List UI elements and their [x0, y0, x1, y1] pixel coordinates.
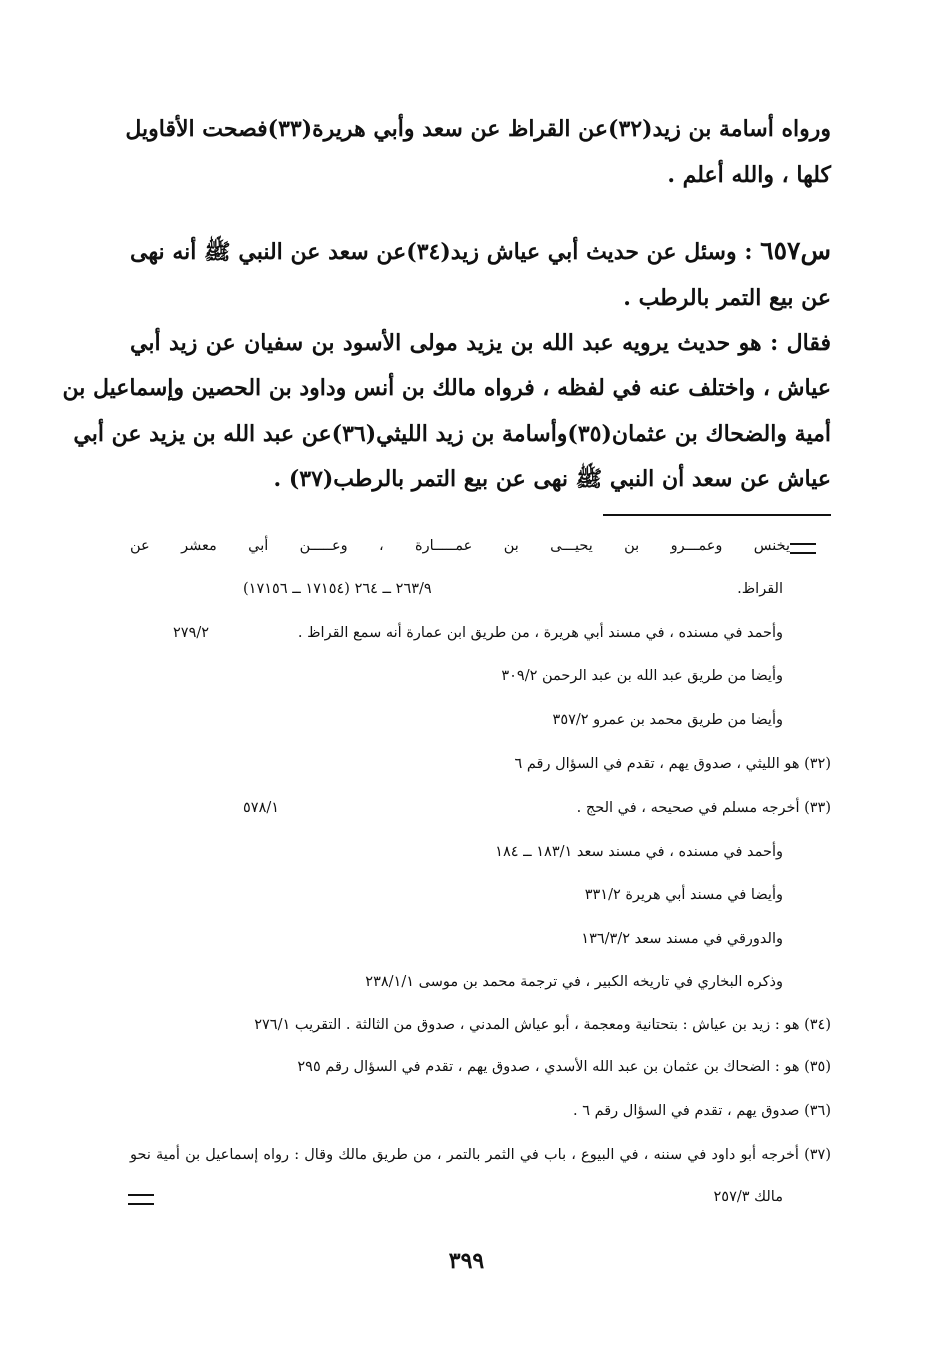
footnote-34: (٣٤) هو : زيد بن عياش : بتحتانية ومعجمة ، أبو عياش المدني ، صدوق من الثالثة . التقريب ٢٧٦/١ — [254, 1017, 831, 1033]
answer-line-1: فقال : هو حديث يرويه عبد الله بن يزيد مولى الأسود بن سفيان عن زيد أبي — [130, 330, 831, 356]
question-number: س٦٥٧ — [760, 236, 831, 265]
footnote-continued-line-3-ref: ٢٧٩/٢ — [173, 625, 210, 641]
footnote-continued-line-5: وأيضا من طريق محمد بن عمرو ٣٥٧/٢ — [552, 712, 783, 728]
footnote-33-line-1: (٣٣) أخرجه مسلم في صحيحه ، في الحج . — [576, 800, 831, 816]
footnote-35: (٣٥) هو : الضحاك بن عثمان بن عبد الله الأسدي ، صدوق يهم ، تقدم في السؤال رقم ٢٩٥ — [297, 1059, 831, 1075]
footnote-32: (٣٢) هو الليثي ، صدوق يهم ، تقدم في السؤال رقم ٦ — [514, 756, 831, 772]
footnote-continued-ref: ٢٦٣/٩ ــ ٢٦٤ (١٧١٥٤ ــ ١٧١٥٦) — [243, 581, 432, 597]
answer-line-3: أمية والضحاك بن عثمان(٣٥)وأسامة بن زيد الليثي(٣٦)عن عبد الله بن يزيد عن أبي — [73, 421, 831, 447]
question-text: : وسئل عن حديث أبي عياش زيد(٣٤)عن سعد عن النبي ﷺ أنه نهى — [130, 239, 753, 265]
footnote-33-line-2: وأحمد في مسنده ، في مسند سعد ١٨٣/١ ــ ١٨٤ — [495, 844, 783, 860]
footnote-continued-line-3: وأحمد في مسنده ، في مسند أبي هريرة ، من طريق ابن عمارة أنه سمع القراظ . — [297, 625, 783, 641]
footnote-continued-line-4: وأيضا من طريق عبد الله بن عبد الرحمن ٣٠٩/٢ — [501, 668, 783, 684]
footnote-continued-line-2: القراظ. — [737, 581, 783, 597]
footnote-33-line-3: وأيضا في مسند أبي هريرة ٣٣١/٢ — [584, 887, 783, 903]
answer-line-4: عياش عن سعد أن النبي ﷺ نهى عن بيع التمر بالرطب(٣٧) . — [273, 466, 831, 492]
question-line-2: عن بيع التمر بالرطب . — [623, 285, 831, 311]
footnote-37-line-2: مالك ٢٥٧/٣ — [713, 1189, 783, 1205]
answer-line-2: عياش ، واختلف عنه في لفظه ، فرواه مالك بن أنس وداود بن الحصين وإسماعيل بن — [62, 375, 831, 401]
continuation-mark — [790, 543, 816, 554]
footnote-33-line-5: وذكره البخاري في تاريخه الكبير ، في ترجمة محمد بن موسى ٢٣٨/١/١ — [365, 974, 783, 990]
main-paragraph-1-line-2: كلها ، والله أعلم . — [667, 162, 831, 188]
footnote-33-ref: ٥٧٨/١ — [243, 800, 280, 816]
footnote-36: (٣٦) صدوق يهم ، تقدم في السؤال رقم ٦ . — [572, 1103, 831, 1119]
end-mark — [128, 1194, 154, 1205]
footnote-33-line-4: والدورقي في مسند سعد ١٣٦/٣/٢ — [581, 931, 783, 947]
footnote-separator — [603, 514, 831, 516]
page-number: ٣٩٩ — [448, 1248, 485, 1274]
footnote-continued-line-1: يخنس وعمـــرو بن يحيـــى بن عمـــــارة ، وعـــــن أبي معشر عن — [130, 538, 790, 554]
question-line-1 — [130, 236, 831, 267]
footnote-37-line-1: (٣٧) أخرجه أبو داود في سننه ، في البيوع ، باب في الثمر بالتمر ، من طريق مالك وقال : رواه إسماعيل بن أمية نحو — [130, 1147, 831, 1163]
main-paragraph-1-line-1: ورواه أسامة بن زيد(٣٢)عن القراظ عن سعد وأبي هريرة(٣٣)فصحت الأقاويل — [125, 116, 831, 142]
